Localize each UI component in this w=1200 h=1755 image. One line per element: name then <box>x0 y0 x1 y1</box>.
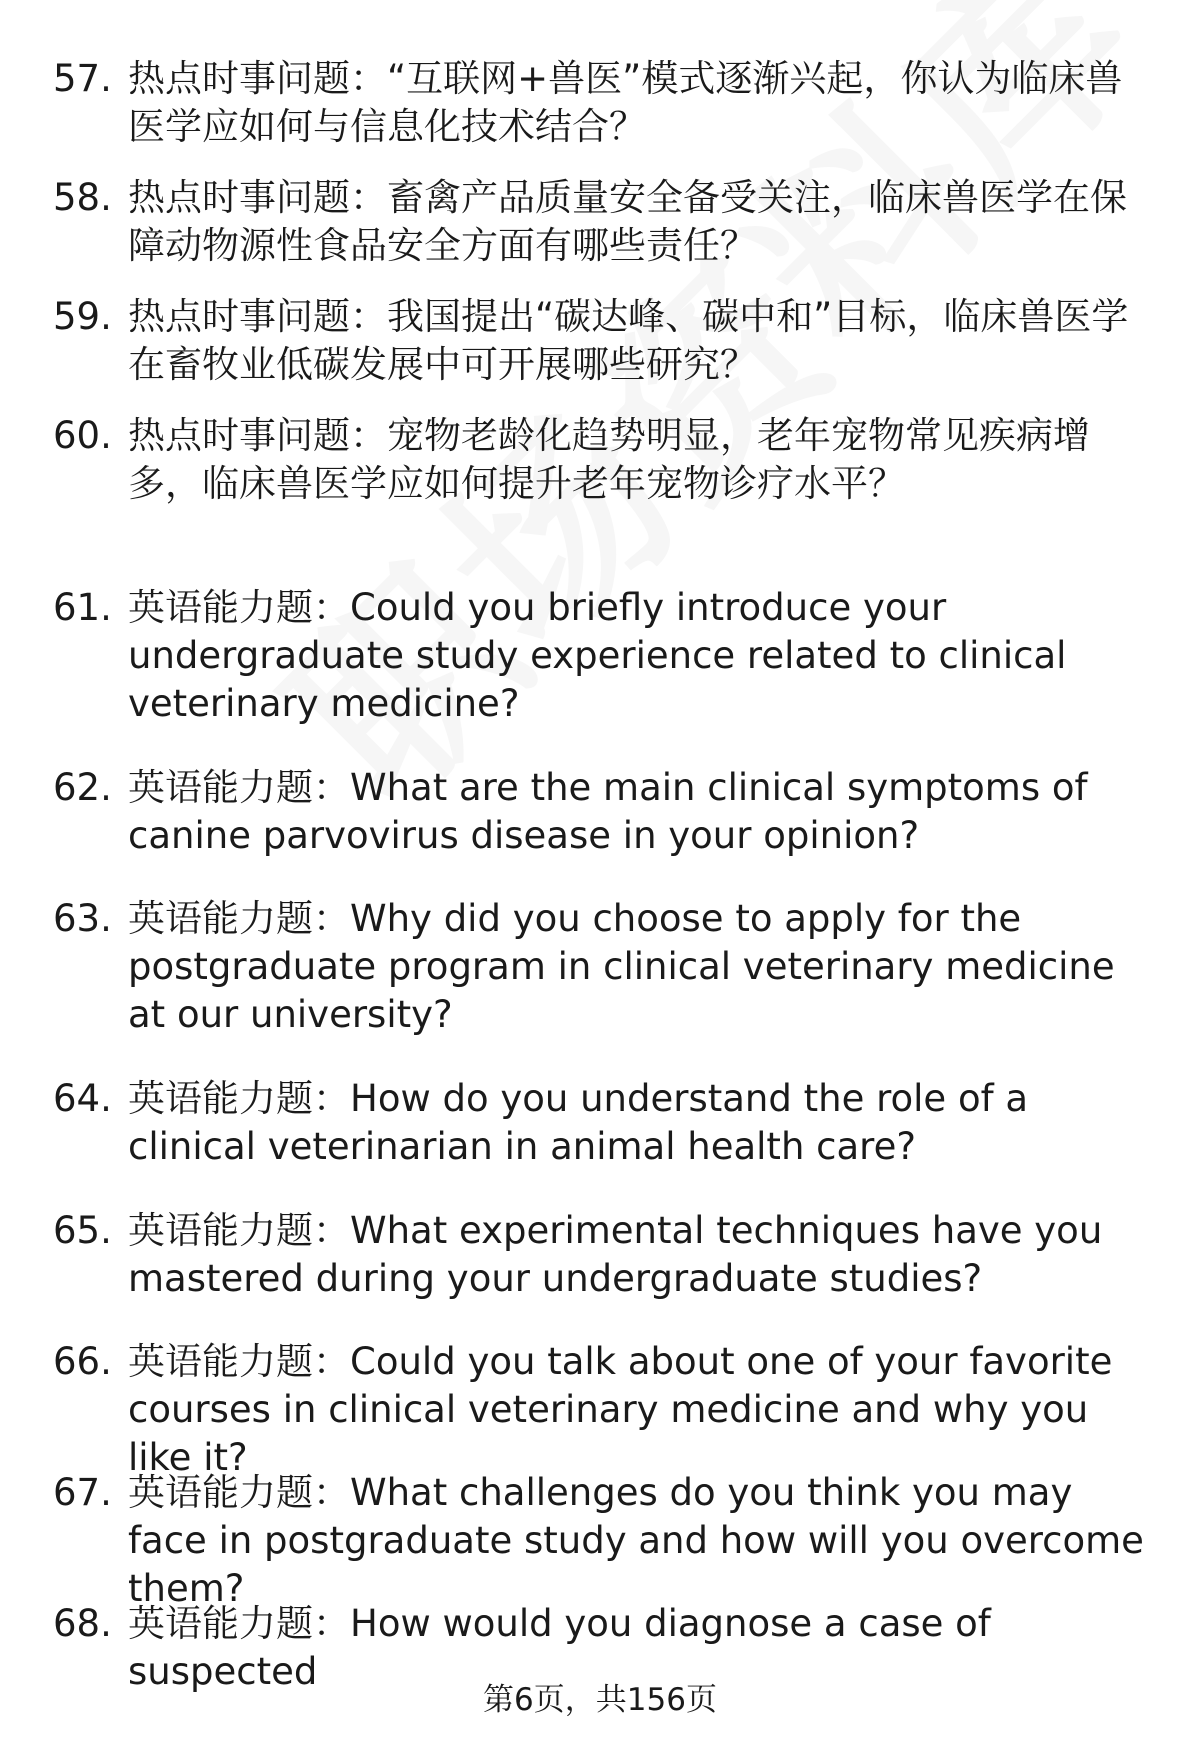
question-text: 热点时事问题：“互联网+兽医”模式逐渐兴起，你认为临床兽医学应如何与信息化技术结合？ <box>128 57 1123 148</box>
page-number-footer: 第6页，共156页 <box>483 1682 717 1718</box>
question-text: 热点时事问题：畜禽产品质量安全备受关注，临床兽医学在保障动物源性食品安全方面有哪些责任？ <box>128 176 1127 267</box>
question-number: 61. <box>53 586 112 629</box>
question-text: 英语能力题：Could you talk about one of your favorite courses in clinical veterinary medicine and why you like it? <box>128 1340 1113 1479</box>
question-text: 英语能力题：How would you diagnose a case of suspected <box>128 1602 991 1693</box>
question-number: 62. <box>53 766 112 809</box>
question-number: 59. <box>53 295 112 338</box>
question-text: 英语能力题：Why did you choose to apply for the postgraduate program in clinical veterinary medicine at our university? <box>128 897 1115 1036</box>
question-number: 60. <box>53 414 112 457</box>
question-number: 64. <box>53 1077 112 1120</box>
question-text: 英语能力题：How do you understand the role of a clinical veterinarian in animal health care? <box>128 1077 1029 1168</box>
question-text: 英语能力题：What experimental techniques have you mastered during your undergraduate studies? <box>128 1209 1103 1300</box>
question-text: 热点时事问题：宠物老龄化趋势明显，老年宠物常见疾病增多，临床兽医学应如何提升老年宠物诊疗水平？ <box>128 414 1090 505</box>
question-text: 英语能力题：What are the main clinical symptoms of canine parvovirus disease in your opinion? <box>128 766 1088 857</box>
question-number: 63. <box>53 897 112 940</box>
question-number: 66. <box>53 1340 112 1383</box>
question-number: 57. <box>53 57 112 100</box>
question-number: 67. <box>53 1471 112 1514</box>
question-text: 热点时事问题：我国提出“碳达峰、碳中和”目标，临床兽医学在畜牧业低碳发展中可开展哪些研究？ <box>128 295 1129 386</box>
question-text: 英语能力题：What challenges do you think you may face in postgraduate study and how will you overcome them? <box>128 1471 1144 1610</box>
question-number: 58. <box>53 176 112 219</box>
question-number: 68. <box>53 1602 112 1645</box>
question-text: 英语能力题：Could you briefly introduce your undergraduate study experience related to clinical veterinary medicine? <box>128 586 1067 725</box>
question-number: 65. <box>53 1209 112 1252</box>
